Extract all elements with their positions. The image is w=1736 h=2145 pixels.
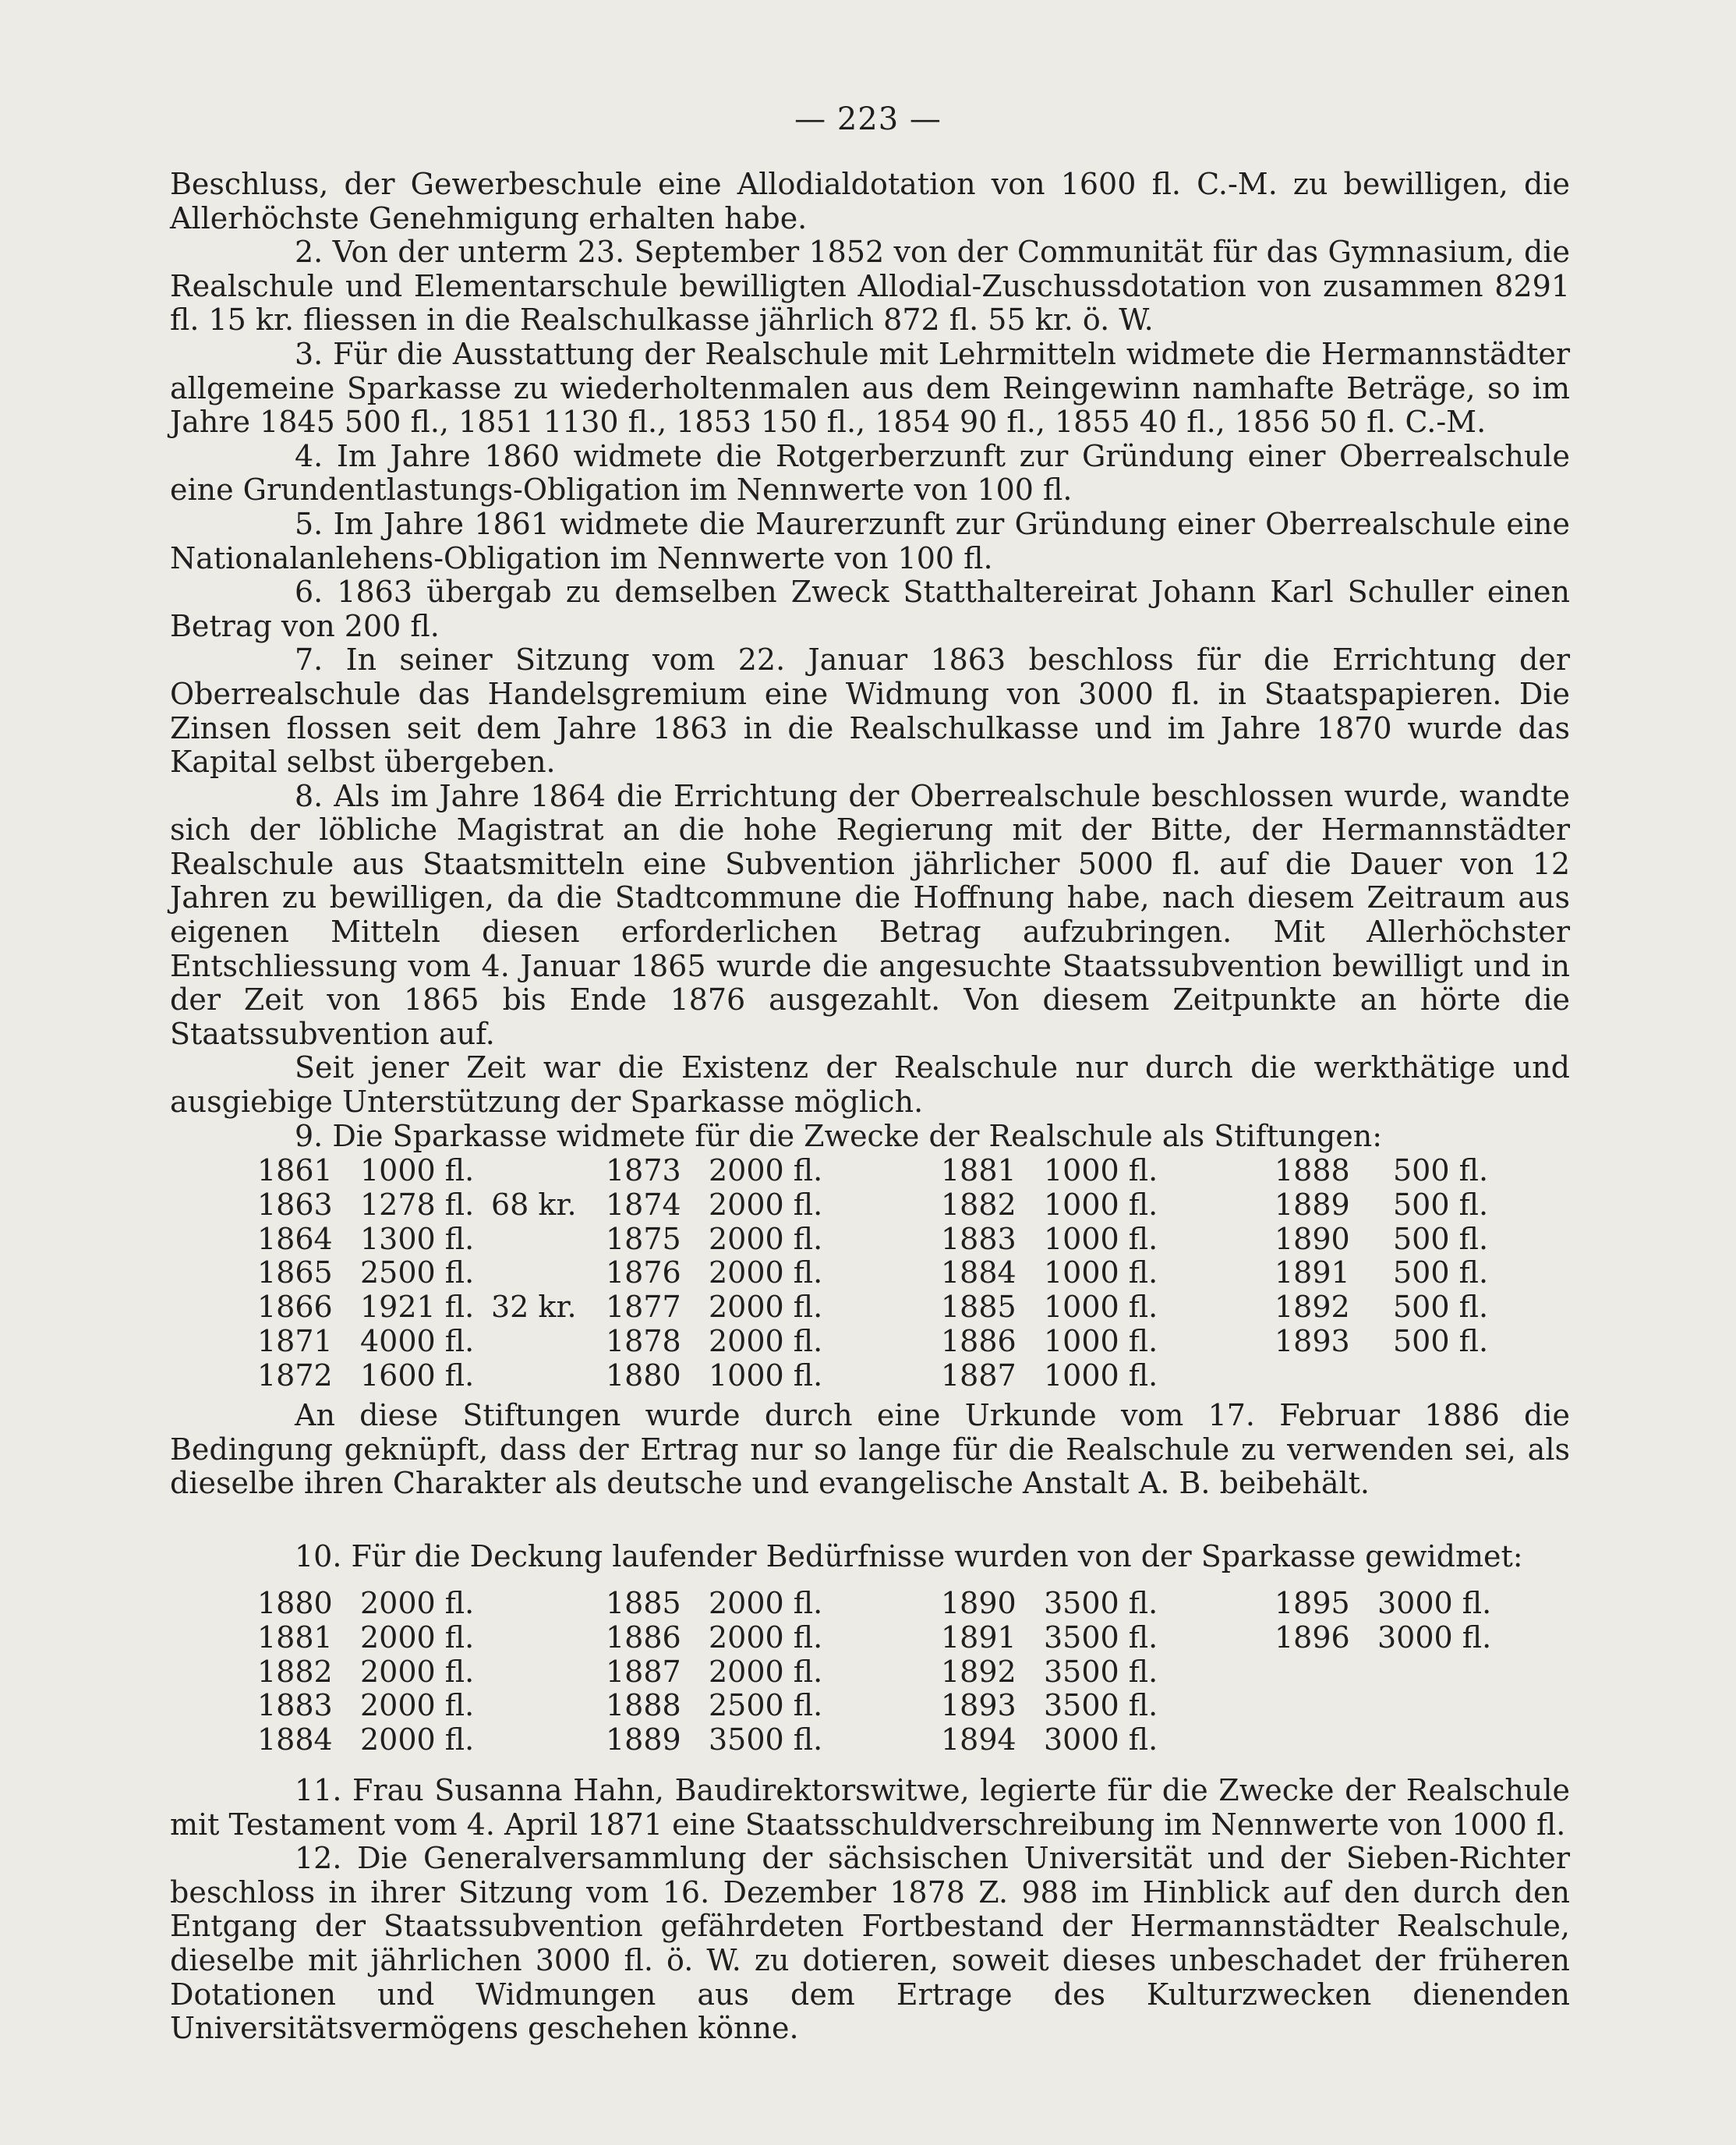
year-cell: 1886 bbox=[941, 1323, 1016, 1358]
amount-cell: 2000 fl. bbox=[709, 1221, 823, 1256]
year-cell: 1890 bbox=[941, 1586, 1016, 1620]
amount-cell: 1000 fl. bbox=[1044, 1255, 1158, 1290]
paragraph: 6. 1863 übergab zu demselben Zweck Statthaltereirat Johann Karl Schuller einen Betrag von 200 fl. bbox=[170, 575, 1570, 643]
amount-cell: 500 fl. bbox=[1393, 1187, 1489, 1222]
year-cell: 1863 bbox=[257, 1187, 333, 1222]
amount-cell: 1921 fl. bbox=[360, 1290, 475, 1325]
amount-cell: 500 fl. bbox=[1393, 1323, 1489, 1358]
year-cell: 1887 bbox=[941, 1357, 1016, 1393]
amount-cell: 3000 fl. bbox=[1377, 1586, 1492, 1620]
amount-cell: 1278 fl. bbox=[360, 1187, 475, 1222]
paragraph: 11. Frau Susanna Hahn, Baudirektorswitwe, legierte für die Zwecke der Realschule mit Testament vom 4. April 1871 eine Staatsschuldverschreibung im Nennwerte von 1000 fl. bbox=[170, 1773, 1570, 1842]
paragraph: Seit jener Zeit war die Existenz der Realschule nur durch die werkthätige und ausgiebige Unterstützung der Sparkasse möglich. bbox=[170, 1050, 1570, 1120]
year-cell: 1891 bbox=[1275, 1255, 1350, 1290]
year-cell: 1861 bbox=[257, 1153, 333, 1188]
amount-cell: 500 fl. bbox=[1393, 1255, 1489, 1290]
body-text-mid bbox=[170, 1399, 1570, 1501]
year-cell: 1889 bbox=[606, 1722, 681, 1757]
amount-cell: 2000 fl. bbox=[709, 1290, 823, 1325]
amount-cell: 1300 fl. bbox=[360, 1221, 475, 1256]
amount-cell: 1000 fl. bbox=[1044, 1290, 1158, 1325]
year-cell: 1875 bbox=[606, 1221, 681, 1256]
amount-cell: 2000 fl. bbox=[360, 1688, 475, 1723]
amount-cell: 2000 fl. bbox=[709, 1187, 823, 1222]
amount-cell: 1000 fl. bbox=[1044, 1187, 1158, 1222]
amount-cell: 500 fl. bbox=[1393, 1290, 1489, 1325]
year-cell: 1885 bbox=[941, 1290, 1016, 1325]
amount-cell: 1000 fl. bbox=[709, 1357, 823, 1393]
amount-cell: 2500 fl. bbox=[709, 1688, 823, 1723]
amount-cell: 2000 fl. bbox=[709, 1586, 823, 1620]
amount-cell: 2000 fl. bbox=[360, 1722, 475, 1757]
year-cell: 1888 bbox=[1275, 1153, 1350, 1188]
kreuzer-cell: 68 kr. bbox=[491, 1187, 577, 1222]
paragraph: An diese Stiftungen wurde durch eine Urkunde vom 17. Februar 1886 die Bedingung geknüpft, dass der Ertrag nur so lange für die Realschule zu verwenden sei, als dieselbe ihren Charakter als deutsche und evangelische Anstalt A. B. beibehält. bbox=[170, 1398, 1570, 1501]
body-text-top bbox=[170, 168, 1570, 1153]
year-cell: 1887 bbox=[606, 1654, 681, 1689]
paragraph: 3. Für die Ausstattung der Realschule mit Lehrmitteln widmete die Hermannstädter allgemeine Sparkasse zu wiederholtenmalen aus dem Reingewinn namhafte Beträge, so im Jahre 1845 500 fl., 1851 1130 fl., 1853 150 fl., 1854 90 fl., 1855 40 fl., 1856 50 fl. C.-M. bbox=[170, 336, 1570, 440]
amount-cell: 1000 fl. bbox=[1044, 1323, 1158, 1358]
amount-cell: 3500 fl. bbox=[1044, 1654, 1158, 1689]
year-cell: 1882 bbox=[941, 1187, 1016, 1222]
year-cell: 1874 bbox=[606, 1187, 681, 1222]
amount-cell: 4000 fl. bbox=[360, 1323, 475, 1358]
paragraph: Beschluss, der Gewerbeschule eine Allodialdotation von 1600 fl. C.-M. zu bewilligen, die Allerhöchste Genehmigung erhalten habe. bbox=[170, 167, 1570, 235]
year-cell: 1883 bbox=[941, 1221, 1016, 1256]
amount-cell: 3000 fl. bbox=[1044, 1722, 1158, 1757]
year-cell: 1883 bbox=[257, 1688, 333, 1723]
year-cell: 1895 bbox=[1275, 1586, 1350, 1620]
year-cell: 1880 bbox=[606, 1357, 681, 1393]
year-cell: 1882 bbox=[257, 1654, 333, 1689]
year-cell: 1893 bbox=[941, 1688, 1016, 1723]
year-cell: 1873 bbox=[606, 1153, 681, 1188]
year-cell: 1872 bbox=[257, 1357, 333, 1393]
year-cell: 1884 bbox=[941, 1255, 1016, 1290]
year-cell: 1888 bbox=[606, 1688, 681, 1723]
amount-cell: 2000 fl. bbox=[709, 1619, 823, 1655]
paragraph: 7. In seiner Sitzung vom 22. Januar 1863 beschloss für die Errichtung der Oberrealschule das Handelsgremium eine Widmung von 3000 fl. in Staatspapieren. Die Zinsen flossen seit dem Jahre 1863 in die Realschulkasse und im Jahre 1870 wurde das Kapital selbst übergeben. bbox=[170, 642, 1570, 780]
page-number: — 223 — bbox=[794, 101, 942, 137]
year-cell: 1876 bbox=[606, 1255, 681, 1290]
year-cell: 1890 bbox=[1275, 1221, 1350, 1256]
amount-cell: 2000 fl. bbox=[709, 1323, 823, 1358]
amount-cell: 3500 fl. bbox=[1044, 1619, 1158, 1655]
amount-cell: 1000 fl. bbox=[1044, 1357, 1158, 1393]
paragraph: 12. Die Generalversammlung der sächsischen Universität und der Sieben-Richter beschloss in ihrer Sitzung vom 16. Dezember 1878 Z. 988 im Hinblick auf den durch den Entgang der Staatssubvention gefährdeten Fortbestand der Hermannstädter Realschule, dieselbe mit jährlichen 3000 fl. ö. W. zu dotieren, soweit dieses unbeschadet der früheren Dotationen und Widmungen aus dem Ertrage des Kulturzwecken dienenden Universitätsvermögens geschehen könne. bbox=[170, 1841, 1570, 2046]
amount-cell: 1600 fl. bbox=[360, 1357, 475, 1393]
year-cell: 1893 bbox=[1275, 1323, 1350, 1358]
year-cell: 1884 bbox=[257, 1722, 333, 1757]
year-cell: 1880 bbox=[257, 1586, 333, 1620]
year-cell: 1889 bbox=[1275, 1187, 1350, 1222]
paragraph: 5. Im Jahre 1861 widmete die Maurerzunft zur Gründung einer Oberrealschule eine Nationalanlehens-Obligation im Nennwerte von 100 fl. bbox=[170, 506, 1570, 575]
amount-cell: 1000 fl. bbox=[1044, 1221, 1158, 1256]
year-cell: 1892 bbox=[941, 1654, 1016, 1689]
amount-cell: 2000 fl. bbox=[709, 1255, 823, 1290]
amount-cell: 1000 fl. bbox=[1044, 1153, 1158, 1188]
amount-cell: 500 fl. bbox=[1393, 1153, 1489, 1188]
amount-cell: 1000 fl. bbox=[360, 1153, 475, 1188]
amount-cell: 500 fl. bbox=[1393, 1221, 1489, 1256]
year-cell: 1881 bbox=[941, 1153, 1016, 1188]
amount-cell: 2000 fl. bbox=[709, 1153, 823, 1188]
year-cell: 1894 bbox=[941, 1722, 1016, 1757]
section-10-heading: 10. Für die Deckung laufender Bedürfnisse wurden von der Sparkasse gewidmet: bbox=[295, 1539, 1523, 1573]
year-cell: 1866 bbox=[257, 1290, 333, 1325]
paragraph: 2. Von der unterm 23. September 1852 von der Communität für das Gymnasium, die Realschule und Elementarschule bewilligten Allodial-Zuschussdotation von zusammen 8291 fl. 15 kr. fliessen in die Realschulkasse jährlich 872 fl. 55 kr. ö. W. bbox=[170, 235, 1570, 338]
year-cell: 1865 bbox=[257, 1255, 333, 1290]
body-text-bottom bbox=[170, 1774, 1570, 2046]
amount-cell: 3000 fl. bbox=[1377, 1619, 1492, 1655]
year-cell: 1886 bbox=[606, 1619, 681, 1655]
paragraph: 4. Im Jahre 1860 widmete die Rotgerberzunft zur Gründung einer Oberrealschule eine Grundentlastungs-Obligation im Nennwerte von 100 fl. bbox=[170, 438, 1570, 508]
year-cell: 1881 bbox=[257, 1619, 333, 1655]
amount-cell: 3500 fl. bbox=[1044, 1586, 1158, 1620]
year-cell: 1871 bbox=[257, 1323, 333, 1358]
amount-cell: 2500 fl. bbox=[360, 1255, 475, 1290]
amount-cell: 3500 fl. bbox=[709, 1722, 823, 1757]
year-cell: 1877 bbox=[606, 1290, 681, 1325]
paragraph: 9. Die Sparkasse widmete für die Zwecke der Realschule als Stiftungen: bbox=[295, 1118, 1383, 1153]
year-cell: 1892 bbox=[1275, 1290, 1350, 1325]
amount-cell: 2000 fl. bbox=[709, 1654, 823, 1689]
year-cell: 1891 bbox=[941, 1619, 1016, 1655]
amount-cell: 2000 fl. bbox=[360, 1586, 475, 1620]
paragraph: 8. Als im Jahre 1864 die Errichtung der Oberrealschule beschlossen wurde, wandte sich der löbliche Magistrat an die hohe Regierung mit der Bitte, der Hermannstädter Realschule aus Staatsmitteln eine Subvention jährlicher 5000 fl. auf die Dauer von 12 Jahren zu bewilligen, da die Stadtcommune die Hoffnung habe, nach diesem Zeitraum aus eigenen Mitteln diesen erforderlichen Betrag aufzubringen. Mit Allerhöchster Entschliessung vom 4. Januar 1865 wurde die angesuchte Staatssubvention bewilligt und in der Zeit von 1865 bis Ende 1876 ausgezahlt. Von diesem Zeitpunkte an hörte die Staatssubvention auf. bbox=[170, 778, 1570, 1051]
kreuzer-cell: 32 kr. bbox=[491, 1290, 577, 1325]
year-cell: 1885 bbox=[606, 1586, 681, 1620]
year-cell: 1878 bbox=[606, 1323, 681, 1358]
year-cell: 1864 bbox=[257, 1221, 333, 1256]
amount-cell: 3500 fl. bbox=[1044, 1688, 1158, 1723]
amount-cell: 2000 fl. bbox=[360, 1654, 475, 1689]
year-cell: 1896 bbox=[1275, 1619, 1350, 1655]
amount-cell: 2000 fl. bbox=[360, 1619, 475, 1655]
